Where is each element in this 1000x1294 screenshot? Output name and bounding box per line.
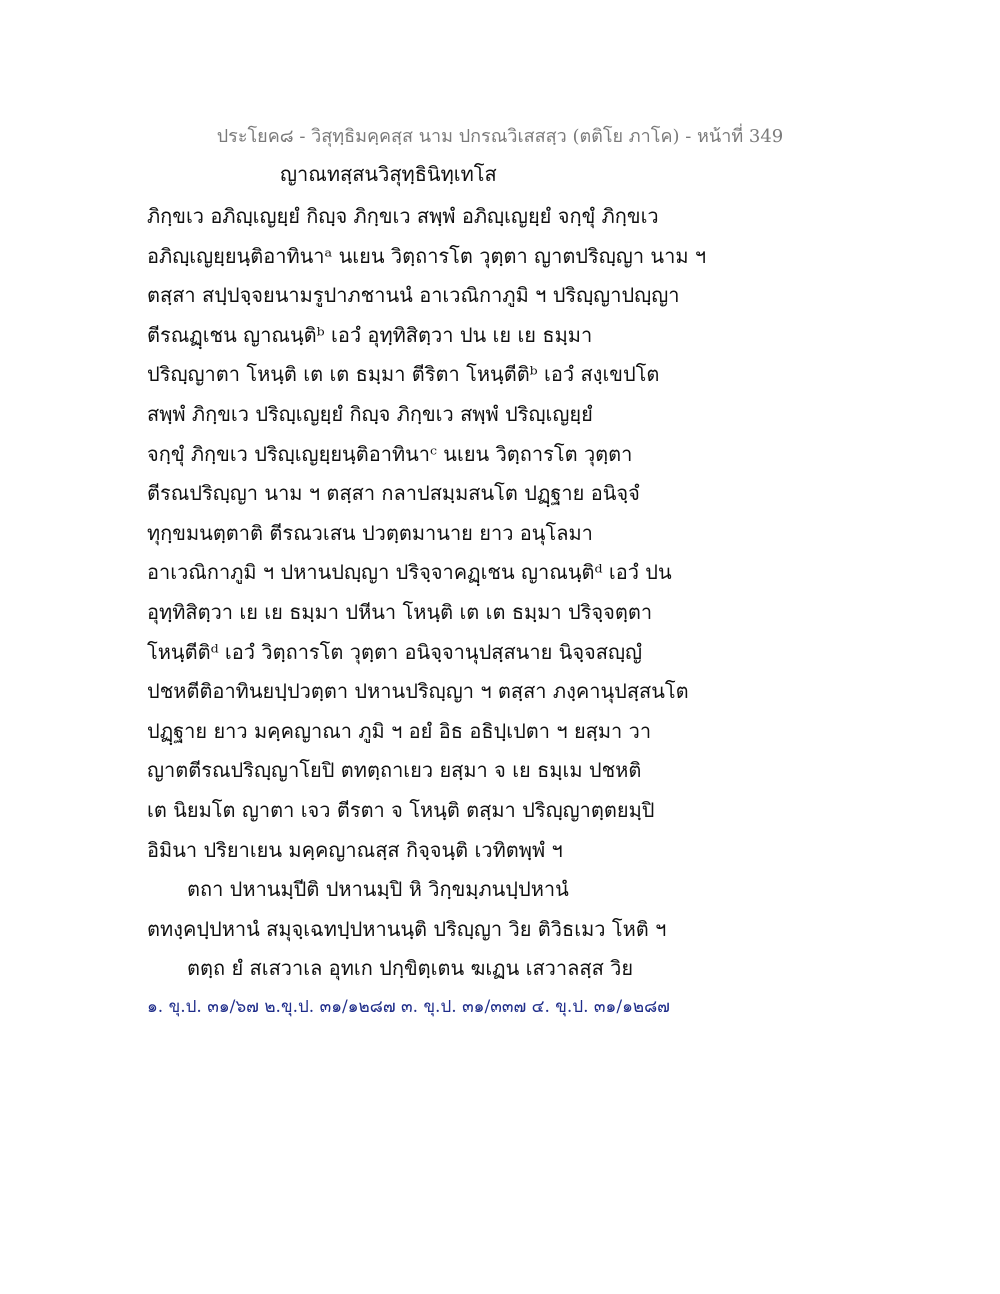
body-text bbox=[147, 197, 707, 989]
text-line: ทุกฺขมนตฺตาติ ตีรณวเสน ปวตฺตมานาย ยาว อนุโลมา bbox=[147, 520, 593, 545]
text-line: โหนฺตีติᵈ เอวํ วิตฺถารโต วุตฺตา อนิจฺจานุปสฺสนาย นิจฺจสญฺญํ bbox=[147, 639, 643, 664]
text-line-indented: ตตฺถ ยํ สเสวาเล อุทเก ปกฺขิตฺเตน ฆเฏน เสวาลสฺส วิย bbox=[187, 956, 634, 981]
text-line: ภิกฺขเว อภิญฺเญยฺยํ กิญฺจ ภิกฺขเว สพฺพํ อภิญฺเญยฺยํ จกฺขุํ ภิกฺขเว bbox=[147, 204, 659, 228]
text-line: อภิญฺเญยฺยนฺติอาทินาᵃ นเยน วิตฺถารโต วุตฺตา ญาตปริญฺญา นาม ฯ bbox=[147, 243, 707, 268]
text-line: สพฺพํ ภิกฺขเว ปริญฺเญยฺยํ กิญฺจ ภิกฺขเว สพฺพํ ปริญฺเญยฺยํ bbox=[147, 401, 593, 426]
section-title: ญาณทสฺสนวิสุทฺธินิทฺเทโส bbox=[280, 162, 497, 186]
text-line: เต นิยมโต ญาตา เจว ตีรตา จ โหนฺติ ตสฺมา ปริญฺญาตฺตยมฺปิ bbox=[147, 797, 655, 822]
text-line: อาเวณิกาภูมิ ฯ ปหานปญฺญา ปริจฺจาคฏฺเชน ญาณนฺติᵈ เอวํ ปน bbox=[147, 560, 672, 585]
running-header: ประโยค๘ - วิสุทฺธิมคฺคสฺส นาม ปกรณวิเสสสฺว (ตติโย ภาโค) - หน้าที่ 349 bbox=[216, 126, 784, 147]
text-line: ตสฺสา สปฺปจฺจยนามรูปาภชานนํ อาเวณิกาภูมิ ฯ ปริญฺญาปญฺญา bbox=[147, 283, 680, 308]
text-line: ปริญฺญาตา โหนฺติ เต เต ธมฺมา ตีริตา โหนฺตีติᵇ เอวํ สงฺเขปโต bbox=[147, 362, 660, 387]
text-line: ตีรณปริญฺญา นาม ฯ ตสฺสา กลาปสมฺมสนโต ปฏฺฐาย อนิจฺจํ bbox=[147, 481, 640, 506]
text-line: ตทงฺคปฺปหานํ สมุจฺเฉทปฺปหานนฺติ ปริญฺญา วิย ติวิธเมว โหติ ฯ bbox=[147, 916, 667, 941]
text-line-indented: ตถา ปหานมฺปีติ ปหานมฺปิ หิ วิกฺขมฺภนปฺปหานํ bbox=[187, 877, 569, 902]
text-line: ญาตตีรณปริญฺญาโยปิ ตทตฺถาเยว ยสฺมา จ เย ธมฺเม ปชหติ bbox=[147, 758, 642, 783]
text-line: อุทฺทิสิตฺวา เย เย ธมฺมา ปหีนา โหนฺติ เต เต ธมฺมา ปริจฺจตฺตา bbox=[147, 599, 653, 624]
text-line: ปฏฺฐาย ยาว มคฺคญาณา ภูมิ ฯ อยํ อิธ อธิปฺเปตา ฯ ยสฺมา วา bbox=[147, 718, 652, 743]
text-line: อิมินา ปริยาเยน มคฺคญาณสฺส กิจฺจนฺติ เวทิตพฺพํ ฯ bbox=[147, 837, 563, 862]
footnotes: ๑. ขุ.ป. ๓๑/๖๗ ๒.ขุ.ป. ๓๑/๑๒๘๗ ๓. ขุ.ป. ๓๑/๓๓๗ ๔. ขุ.ป. ๓๑/๑๒๘๗ bbox=[147, 997, 670, 1017]
text-line: ตีรณฏฺเชน ญาณนฺติᵇ เอวํ อุทฺทิสิตฺวา ปน เย เย ธมฺมา bbox=[147, 322, 593, 347]
text-line: จกฺขุํ ภิกฺขเว ปริญฺเญยฺยนฺติอาทินาᶜ นเยน วิตฺถารโต วุตฺตา bbox=[147, 441, 633, 466]
text-line: ปชหตีติอาทินยปฺปวตฺตา ปหานปริญฺญา ฯ ตสฺสา ภงฺคานุปสฺสนโต bbox=[147, 679, 689, 704]
